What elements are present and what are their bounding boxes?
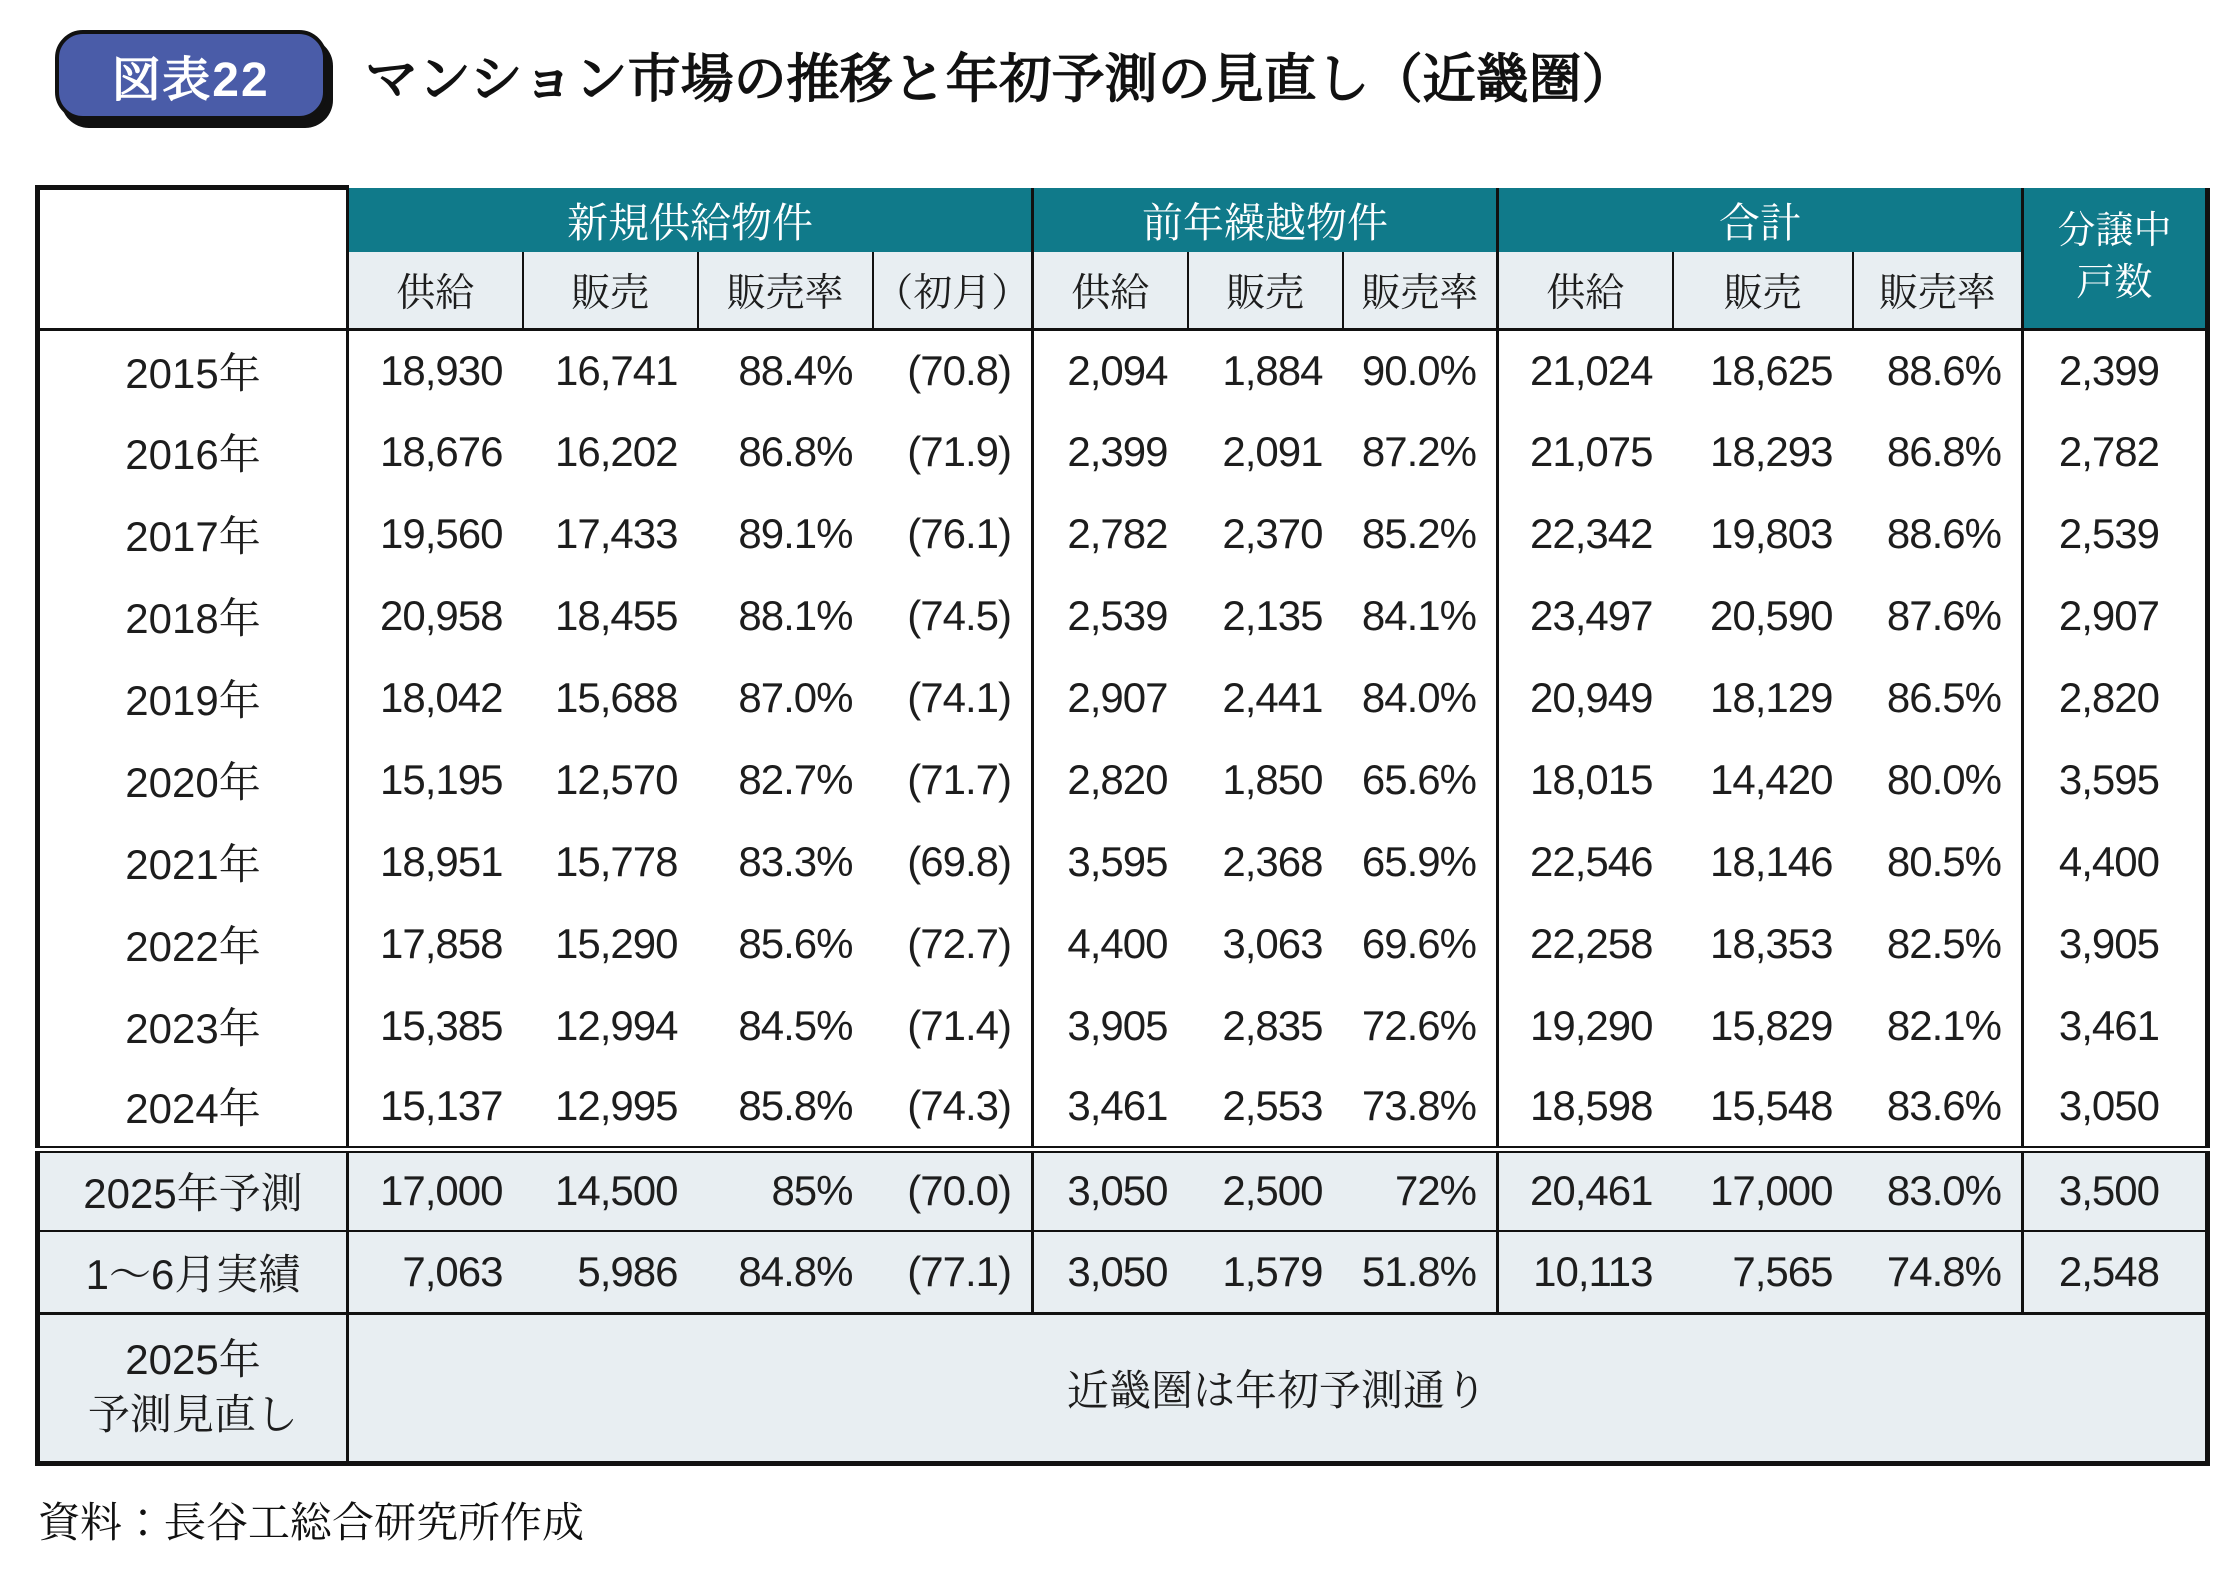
row-label: 1～6月実績 (38, 1231, 348, 1313)
value-cell: 83.3% (698, 821, 873, 903)
group-header-total: 合計 (1498, 188, 2023, 252)
value-cell: 2,835 (1188, 985, 1343, 1067)
value-cell: 5,986 (523, 1231, 698, 1313)
value-cell: 83.6% (1853, 1067, 2023, 1149)
value-cell: 65.6% (1343, 739, 1498, 821)
value-cell: 69.6% (1343, 903, 1498, 985)
value-cell: 15,385 (348, 985, 523, 1067)
value-cell: 73.8% (1343, 1067, 1498, 1149)
value-cell: 19,290 (1498, 985, 1673, 1067)
value-cell: 15,688 (523, 657, 698, 739)
year-row (38, 411, 2208, 493)
value-cell: 2,399 (1033, 411, 1188, 493)
value-cell: 2,782 (2023, 411, 2208, 493)
value-cell: 84.0% (1343, 657, 1498, 739)
sub-header-row (38, 252, 2208, 330)
value-cell: 1,884 (1188, 329, 1343, 411)
row-label: 2025年予測 (38, 1149, 348, 1231)
year-row (38, 985, 2208, 1067)
value-cell: 15,778 (523, 821, 698, 903)
year-row (38, 1067, 2208, 1149)
value-cell: 7,063 (348, 1231, 523, 1313)
value-cell: 82.1% (1853, 985, 2023, 1067)
value-cell: 2,370 (1188, 493, 1343, 575)
value-cell: 17,433 (523, 493, 698, 575)
value-cell: 85% (698, 1149, 873, 1231)
column-header-units-on-sale (2023, 188, 2208, 330)
value-cell: 21,075 (1498, 411, 1673, 493)
value-cell: 89.1% (698, 493, 873, 575)
value-cell: (76.1) (873, 493, 1033, 575)
value-cell: 87.2% (1343, 411, 1498, 493)
value-cell: 18,951 (348, 821, 523, 903)
value-cell: 10,113 (1498, 1231, 1673, 1313)
value-cell: 86.5% (1853, 657, 2023, 739)
year-row (38, 739, 2208, 821)
value-cell: 2,539 (1033, 575, 1188, 657)
value-cell: 87.0% (698, 657, 873, 739)
figure-number-label: 図表22 (112, 53, 270, 107)
value-cell: 15,548 (1673, 1067, 1853, 1149)
figure-title: マンション市場の推移と年初予測の見直し（近畿圏） (365, 50, 1635, 109)
year-row (38, 821, 2208, 903)
value-cell: (71.9) (873, 411, 1033, 493)
units-on-sale-line2: 戸数 (2076, 261, 2153, 304)
value-cell: (70.0) (873, 1149, 1033, 1231)
value-cell: 12,570 (523, 739, 698, 821)
value-cell: 18,146 (1673, 821, 1853, 903)
value-cell: 12,995 (523, 1067, 698, 1149)
year-row (38, 493, 2208, 575)
group-header-new-supply: 新規供給物件 (348, 188, 1033, 252)
value-cell: 88.6% (1853, 329, 2023, 411)
value-cell: 15,829 (1673, 985, 1853, 1067)
value-cell: 18,676 (348, 411, 523, 493)
value-cell: 82.7% (698, 739, 873, 821)
column-header-supply: 供給 (348, 252, 523, 330)
value-cell: (74.3) (873, 1067, 1033, 1149)
value-cell: 2,820 (1033, 739, 1188, 821)
value-cell: 88.6% (1853, 493, 2023, 575)
value-cell: 17,858 (348, 903, 523, 985)
value-cell: (72.7) (873, 903, 1033, 985)
figure-header (55, 30, 1635, 120)
table-header (38, 188, 2208, 330)
group-header-carryover: 前年繰越物件 (1033, 188, 1498, 252)
market-data-table (35, 185, 2210, 1466)
row-label: 2023年 (38, 985, 348, 1067)
value-cell: 16,741 (523, 329, 698, 411)
value-cell: 23,497 (1498, 575, 1673, 657)
value-cell: 3,905 (2023, 903, 2208, 985)
value-cell: 4,400 (2023, 821, 2208, 903)
value-cell: 1,850 (1188, 739, 1343, 821)
value-cell: 15,195 (348, 739, 523, 821)
value-cell: 7,565 (1673, 1231, 1853, 1313)
column-header-sales-rate: 販売率 (1853, 252, 2023, 330)
value-cell: 3,905 (1033, 985, 1188, 1067)
value-cell: 84.1% (1343, 575, 1498, 657)
value-cell: 18,455 (523, 575, 698, 657)
value-cell: 18,930 (348, 329, 523, 411)
data-table-wrap (35, 185, 2210, 1466)
value-cell: 18,015 (1498, 739, 1673, 821)
value-cell: 2,094 (1033, 329, 1188, 411)
value-cell: 85.6% (698, 903, 873, 985)
forecast-revision-label-line1: 2025年 (125, 1335, 261, 1383)
value-cell: 3,461 (1033, 1067, 1188, 1149)
year-row (38, 657, 2208, 739)
forecast-revision-note: 近畿圏は年初予測通り (348, 1313, 2208, 1463)
value-cell: 88.4% (698, 329, 873, 411)
value-cell: 80.5% (1853, 821, 2023, 903)
source-note: 資料：長谷工総合研究所作成 (38, 1499, 585, 1546)
column-header-supply: 供給 (1498, 252, 1673, 330)
summary-row (38, 1149, 2208, 1231)
value-cell: 19,803 (1673, 493, 1853, 575)
units-on-sale-line1: 分譲中 (2057, 210, 2172, 253)
value-cell: 2,135 (1188, 575, 1343, 657)
value-cell: 80.0% (1853, 739, 2023, 821)
value-cell: 2,907 (2023, 575, 2208, 657)
value-cell: 17,000 (348, 1149, 523, 1231)
value-cell: 74.8% (1853, 1231, 2023, 1313)
value-cell: 3,050 (1033, 1231, 1188, 1313)
value-cell: 3,595 (2023, 739, 2208, 821)
value-cell: 17,000 (1673, 1149, 1853, 1231)
value-cell: 22,258 (1498, 903, 1673, 985)
value-cell: 2,548 (2023, 1231, 2208, 1313)
value-cell: 82.5% (1853, 903, 2023, 985)
value-cell: 1,579 (1188, 1231, 1343, 1313)
row-label: 2020年 (38, 739, 348, 821)
column-header-first-month: （初月） (873, 252, 1033, 330)
value-cell: 87.6% (1853, 575, 2023, 657)
value-cell: 22,546 (1498, 821, 1673, 903)
value-cell: 15,137 (348, 1067, 523, 1149)
forecast-revision-label-line2: 予測見直し (87, 1390, 298, 1438)
value-cell: 20,958 (348, 575, 523, 657)
row-label: 2016年 (38, 411, 348, 493)
value-cell: 72.6% (1343, 985, 1498, 1067)
value-cell: 3,050 (2023, 1067, 2208, 1149)
summary-row (38, 1231, 2208, 1313)
value-cell: 84.5% (698, 985, 873, 1067)
value-cell: (77.1) (873, 1231, 1033, 1313)
value-cell: 2,820 (2023, 657, 2208, 739)
value-cell: 18,625 (1673, 329, 1853, 411)
value-cell: 2,091 (1188, 411, 1343, 493)
value-cell: 2,782 (1033, 493, 1188, 575)
group-header-row (38, 188, 2208, 252)
column-header-sales-rate: 販売率 (1343, 252, 1498, 330)
value-cell: 86.8% (1853, 411, 2023, 493)
value-cell: 3,595 (1033, 821, 1188, 903)
value-cell: 18,129 (1673, 657, 1853, 739)
value-cell: (71.7) (873, 739, 1033, 821)
value-cell: 16,202 (523, 411, 698, 493)
value-cell: 72% (1343, 1149, 1498, 1231)
value-cell: 18,353 (1673, 903, 1853, 985)
value-cell: 20,461 (1498, 1149, 1673, 1231)
value-cell: 14,420 (1673, 739, 1853, 821)
year-row (38, 329, 2208, 411)
year-row (38, 575, 2208, 657)
value-cell: (74.1) (873, 657, 1033, 739)
value-cell: 21,024 (1498, 329, 1673, 411)
row-label: 2018年 (38, 575, 348, 657)
column-header-sales: 販売 (1188, 252, 1343, 330)
year-row (38, 903, 2208, 985)
row-label: 2015年 (38, 329, 348, 411)
value-cell: 2,553 (1188, 1067, 1343, 1149)
row-label-forecast-revision (38, 1313, 348, 1463)
value-cell: 88.1% (698, 575, 873, 657)
value-cell: 12,994 (523, 985, 698, 1067)
value-cell: 2,539 (2023, 493, 2208, 575)
value-cell: 14,500 (523, 1149, 698, 1231)
corner-cell (38, 188, 348, 330)
figure-number-badge (55, 30, 327, 120)
forecast-revision-row (38, 1313, 2208, 1463)
value-cell: 51.8% (1343, 1231, 1498, 1313)
column-header-supply: 供給 (1033, 252, 1188, 330)
value-cell: 15,290 (523, 903, 698, 985)
value-cell: 83.0% (1853, 1149, 2023, 1231)
value-cell: 4,400 (1033, 903, 1188, 985)
value-cell: 2,441 (1188, 657, 1343, 739)
value-cell: 2,399 (2023, 329, 2208, 411)
column-header-sales: 販売 (1673, 252, 1853, 330)
table-footer (38, 1313, 2208, 1463)
value-cell: 85.8% (698, 1067, 873, 1149)
value-cell: 2,368 (1188, 821, 1343, 903)
column-header-sales: 販売 (523, 252, 698, 330)
value-cell: 84.8% (698, 1231, 873, 1313)
value-cell: 20,590 (1673, 575, 1853, 657)
row-label: 2019年 (38, 657, 348, 739)
value-cell: 22,342 (1498, 493, 1673, 575)
row-label: 2022年 (38, 903, 348, 985)
value-cell: 2,500 (1188, 1149, 1343, 1231)
value-cell: 65.9% (1343, 821, 1498, 903)
row-label: 2024年 (38, 1067, 348, 1149)
value-cell: 3,063 (1188, 903, 1343, 985)
value-cell: (74.5) (873, 575, 1033, 657)
table-body (38, 329, 2208, 1313)
value-cell: 90.0% (1343, 329, 1498, 411)
value-cell: 18,598 (1498, 1067, 1673, 1149)
value-cell: (70.8) (873, 329, 1033, 411)
value-cell: 19,560 (348, 493, 523, 575)
value-cell: 2,907 (1033, 657, 1188, 739)
value-cell: 85.2% (1343, 493, 1498, 575)
value-cell: (71.4) (873, 985, 1033, 1067)
column-header-sales-rate: 販売率 (698, 252, 873, 330)
value-cell: 18,293 (1673, 411, 1853, 493)
value-cell: 3,500 (2023, 1149, 2208, 1231)
row-label: 2021年 (38, 821, 348, 903)
value-cell: 20,949 (1498, 657, 1673, 739)
value-cell: 3,461 (2023, 985, 2208, 1067)
value-cell: 86.8% (698, 411, 873, 493)
value-cell: 3,050 (1033, 1149, 1188, 1231)
value-cell: (69.8) (873, 821, 1033, 903)
value-cell: 18,042 (348, 657, 523, 739)
row-label: 2017年 (38, 493, 348, 575)
